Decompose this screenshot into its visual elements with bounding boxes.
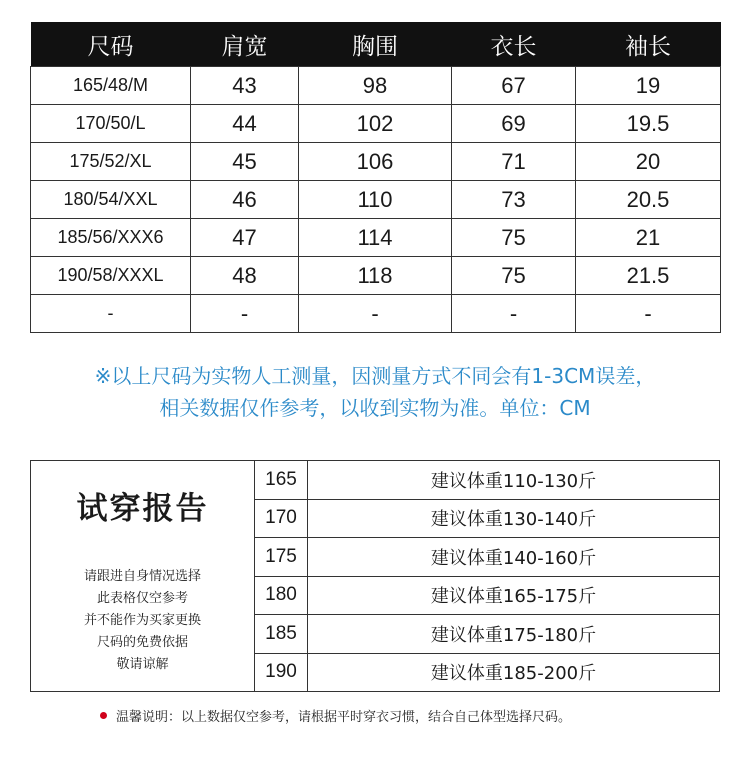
table-row bbox=[31, 143, 721, 181]
header-length: 衣长 bbox=[452, 22, 576, 67]
cell-chest: 102 bbox=[299, 105, 452, 143]
cell-chest: 118 bbox=[299, 257, 452, 295]
report-disclaimer bbox=[31, 566, 254, 676]
cell-length: 75 bbox=[452, 257, 576, 295]
cell-size: 165/48/M bbox=[31, 67, 191, 105]
table-row bbox=[31, 219, 721, 257]
warm-tip bbox=[100, 706, 571, 725]
cell-sleeve: 19 bbox=[576, 67, 721, 105]
cell-sleeve: 20 bbox=[576, 143, 721, 181]
measurement-note-line-1: ※以上尺码为实物人工测量，因测量方式不同会有1-3CM误差， bbox=[94, 364, 656, 388]
cell-shoulder: 45 bbox=[191, 143, 299, 181]
cell-shoulder: 43 bbox=[191, 67, 299, 105]
table-row bbox=[31, 295, 721, 333]
fitting-report-table bbox=[30, 460, 720, 692]
report-note-line: 并不能作为买家更换 bbox=[83, 613, 201, 628]
table-row bbox=[31, 67, 721, 105]
cell-shoulder: 44 bbox=[191, 105, 299, 143]
cell-size: 190/58/XXXL bbox=[31, 257, 191, 295]
header-sleeve: 袖长 bbox=[576, 22, 721, 67]
bullet-dot-icon bbox=[100, 712, 107, 719]
cell-height: 190 bbox=[255, 653, 308, 692]
cell-length: 75 bbox=[452, 219, 576, 257]
header-size: 尺码 bbox=[31, 22, 191, 67]
report-note-line: 请跟进自身情况选择 bbox=[83, 569, 201, 584]
cell-size: 185/56/XXX6 bbox=[31, 219, 191, 257]
report-note-line: 敬请谅解 bbox=[116, 657, 169, 672]
cell-height: 180 bbox=[255, 576, 308, 615]
table-row bbox=[31, 461, 720, 500]
report-note-line: 尺码的免费依据 bbox=[96, 635, 188, 650]
table-row bbox=[31, 105, 721, 143]
cell-sleeve: - bbox=[576, 295, 721, 333]
cell-sleeve: 19.5 bbox=[576, 105, 721, 143]
cell-height: 175 bbox=[255, 538, 308, 577]
cell-chest: 114 bbox=[299, 219, 452, 257]
cell-length: 67 bbox=[452, 67, 576, 105]
report-title-cell bbox=[31, 461, 255, 692]
cell-weight: 建议体重175-180斤 bbox=[308, 615, 720, 654]
cell-chest: 98 bbox=[299, 67, 452, 105]
size-chart-header-row bbox=[31, 22, 721, 67]
cell-height: 170 bbox=[255, 499, 308, 538]
cell-sleeve: 21.5 bbox=[576, 257, 721, 295]
cell-weight: 建议体重130-140斤 bbox=[308, 499, 720, 538]
cell-length: 71 bbox=[452, 143, 576, 181]
cell-weight: 建议体重165-175斤 bbox=[308, 576, 720, 615]
cell-height: 185 bbox=[255, 615, 308, 654]
header-shoulder: 肩宽 bbox=[191, 22, 299, 67]
cell-size: 170/50/L bbox=[31, 105, 191, 143]
cell-weight: 建议体重185-200斤 bbox=[308, 653, 720, 692]
cell-shoulder: - bbox=[191, 295, 299, 333]
cell-length: 69 bbox=[452, 105, 576, 143]
cell-shoulder: 48 bbox=[191, 257, 299, 295]
cell-shoulder: 46 bbox=[191, 181, 299, 219]
size-chart-table bbox=[30, 22, 721, 333]
cell-size: - bbox=[31, 295, 191, 333]
cell-length: 73 bbox=[452, 181, 576, 219]
cell-size: 175/52/XL bbox=[31, 143, 191, 181]
warm-tip-text: 温馨说明：以上数据仅空参考，请根据平时穿衣习惯，结合自己体型选择尺码。 bbox=[116, 710, 572, 725]
cell-chest: - bbox=[299, 295, 452, 333]
cell-weight: 建议体重140-160斤 bbox=[308, 538, 720, 577]
cell-chest: 106 bbox=[299, 143, 452, 181]
cell-size: 180/54/XXL bbox=[31, 181, 191, 219]
header-chest: 胸围 bbox=[299, 22, 452, 67]
report-title: 试穿报告 bbox=[76, 491, 209, 527]
cell-weight: 建议体重110-130斤 bbox=[308, 461, 720, 500]
report-note-line: 此表格仅空参考 bbox=[96, 591, 188, 606]
cell-sleeve: 20.5 bbox=[576, 181, 721, 219]
cell-height: 165 bbox=[255, 461, 308, 500]
cell-chest: 110 bbox=[299, 181, 452, 219]
cell-shoulder: 47 bbox=[191, 219, 299, 257]
table-row bbox=[31, 257, 721, 295]
table-row bbox=[31, 181, 721, 219]
cell-length: - bbox=[452, 295, 576, 333]
cell-sleeve: 21 bbox=[576, 219, 721, 257]
measurement-note-line-2: 相关数据仅作参考，以收到实物为准。单位：CM bbox=[159, 396, 591, 420]
